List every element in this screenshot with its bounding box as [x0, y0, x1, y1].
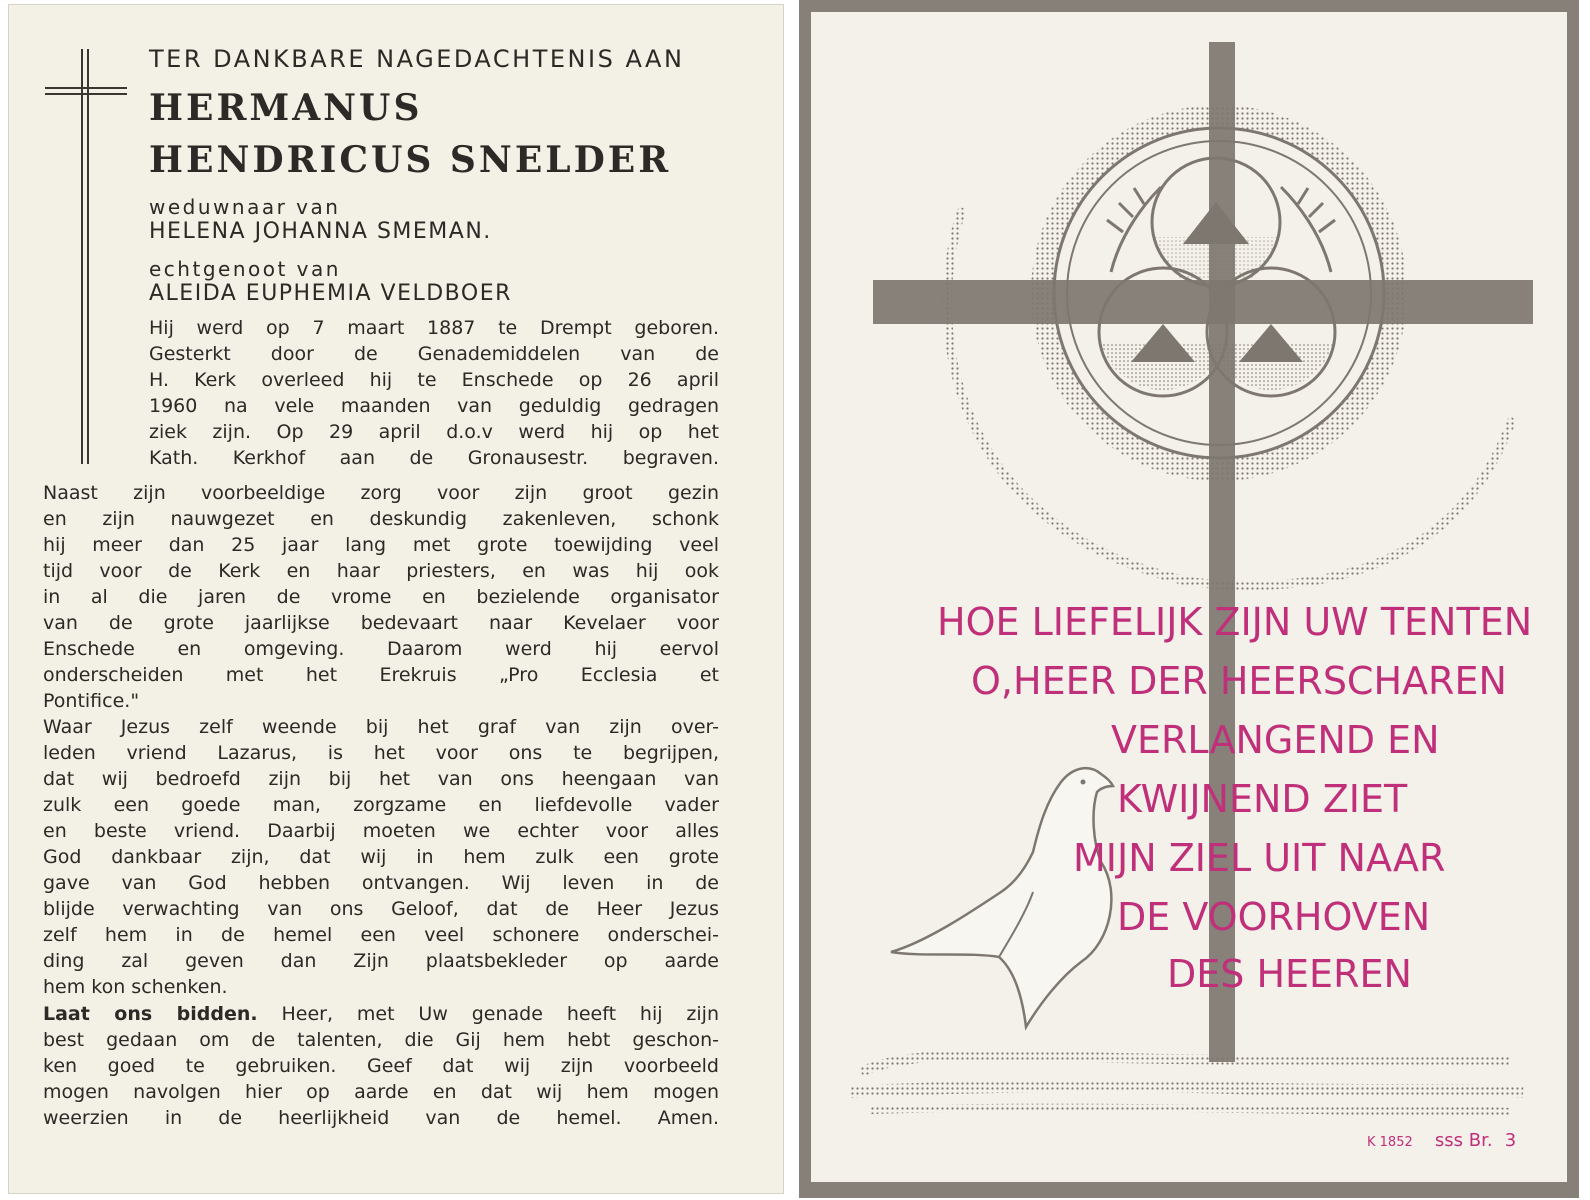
- cross-icon-horizontal-2: [45, 93, 127, 95]
- biography-line: 1960 na vele maanden van geduldig gedragen: [149, 395, 719, 417]
- relation-widower-label: weduwnaar van: [149, 195, 341, 219]
- biography-line: Kath. Kerkhof aan de Gronausestr. begraven.: [149, 447, 719, 469]
- devotional-artwork: [811, 12, 1567, 1182]
- tribute-line: Naast zijn voorbeeldige zorg voor zijn groot gezin: [43, 482, 719, 504]
- prayer-line: weerzien in de heerlijkheid van de hemel. Amen.: [43, 1107, 719, 1129]
- tribute-line: Pontifice.": [43, 690, 140, 712]
- tribute-line: gave van God hebben ontvangen. Wij leven in de: [43, 872, 719, 894]
- image-panel: [811, 12, 1567, 1182]
- verse-line: O,HEER DER HEERSCHAREN: [971, 659, 1507, 703]
- verse-line: DES HEEREN: [1167, 952, 1412, 996]
- memorial-card-image-side: [799, 0, 1579, 1198]
- prayer-first-text: Heer, met Uw genade heeft hij zijn: [281, 1003, 719, 1025]
- tribute-line: ding zal geven dan Zijn plaatsbekleder op aarde: [43, 950, 719, 972]
- deceased-first-names: HERMANUS: [149, 87, 423, 129]
- biography-paragraph: [149, 315, 719, 471]
- memorial-card-text-side: [8, 4, 784, 1194]
- tribute-line: leden vriend Lazarus, is het voor ons te begrijpen,: [43, 742, 719, 764]
- spouse-name: ALEIDA EUPHEMIA VELDBOER: [149, 281, 512, 306]
- biography-line: Hij werd op 7 maart 1887 te Drempt geboren.: [149, 317, 719, 339]
- tribute-line: dat wij bedroefd zijn bij het van ons heengaan van: [43, 768, 719, 790]
- tribute-line: en beste vriend. Daarbij moeten we echter voor alles: [43, 820, 719, 842]
- tribute-line: blijde verwachting van ons Geloof, dat de Heer Jezus: [43, 898, 719, 920]
- verse-line: VERLANGEND EN: [1111, 718, 1440, 762]
- verse-line: DE VOORHOVEN: [1117, 895, 1431, 939]
- verse-line: MIJN ZIEL UIT NAAR: [1073, 836, 1446, 880]
- prayer-paragraph: [43, 1001, 719, 1131]
- tribute-line: Waar Jezus zelf weende bij het graf van zijn over-: [43, 716, 719, 738]
- biography-line: ziek zijn. Op 29 april d.o.v werd hij op het: [149, 421, 719, 443]
- prayer-line: mogen navolgen hier op aarde en dat wij hem mogen: [43, 1081, 719, 1103]
- relation-husband-label: echtgenoot van: [149, 257, 341, 281]
- tribute-line: in al die jaren de vrome en bezielende organisator: [43, 586, 719, 608]
- printer-code: K 1852: [1367, 1135, 1413, 1150]
- tribute-line: Enschede en omgeving. Daarom werd hij eervol: [43, 638, 719, 660]
- cross-icon-horizontal-1: [45, 87, 127, 89]
- biography-line: Gesterkt door de Genademiddelen van de: [149, 343, 719, 365]
- prayer-line: best gedaan om de talenten, die Gij hem hebt geschon-: [43, 1029, 719, 1051]
- tribute-line: zulk een goede man, zorgzame en liefdevolle vader: [43, 794, 719, 816]
- tribute-line: hij meer dan 25 jaar lang met grote toewijding veel: [43, 534, 719, 556]
- printer-series: sss Br.: [1434, 1130, 1493, 1151]
- verse-line: KWIJNEND ZIET: [1117, 777, 1408, 821]
- cross-icon-vertical-2: [87, 49, 89, 464]
- dove-icon: [891, 768, 1113, 1027]
- ground-strip: [851, 1055, 1523, 1112]
- verse-line: HOE LIEFELIJK ZIJN UW TENTEN: [937, 600, 1533, 644]
- prayer-line: ken goed te gebruiken. Geef dat wij zijn voorbeeld: [43, 1055, 719, 1077]
- tribute-line: onderscheiden met het Erekruis „Pro Ecclesia et: [43, 664, 719, 686]
- prayer-first-line: [43, 1001, 719, 1027]
- dedication-heading: TER DANKBARE NAGEDACHTENIS AAN: [149, 45, 685, 73]
- tribute-line: God dankbaar zijn, dat wij in hem zulk een grote: [43, 846, 719, 868]
- tribute-line: hem kon schenken.: [43, 976, 228, 998]
- printer-number: 3: [1504, 1130, 1517, 1151]
- late-spouse-name: HELENA JOHANNA SMEMAN.: [149, 219, 492, 244]
- tribute-line: tijd voor de Kerk en haar priesters, en was hij ook: [43, 560, 719, 582]
- printer-mark: [1367, 1130, 1534, 1151]
- tribute-line: zelf hem in de hemel een veel schonere onderschei-: [43, 924, 719, 946]
- tribute-paragraph: [43, 480, 719, 1000]
- tribute-line: van de grote jaarlijkse bedevaart naar Kevelaer voor: [43, 612, 719, 634]
- cross-icon-vertical-1: [81, 49, 83, 464]
- prayer-lead: Laat ons bidden.: [43, 1003, 258, 1025]
- biography-line: H. Kerk overleed hij te Enschede op 26 april: [149, 369, 719, 391]
- tribute-line: en zijn nauwgezet en deskundig zakenleven, schonk: [43, 508, 719, 530]
- deceased-full-name: HENDRICUS SNELDER: [149, 139, 672, 181]
